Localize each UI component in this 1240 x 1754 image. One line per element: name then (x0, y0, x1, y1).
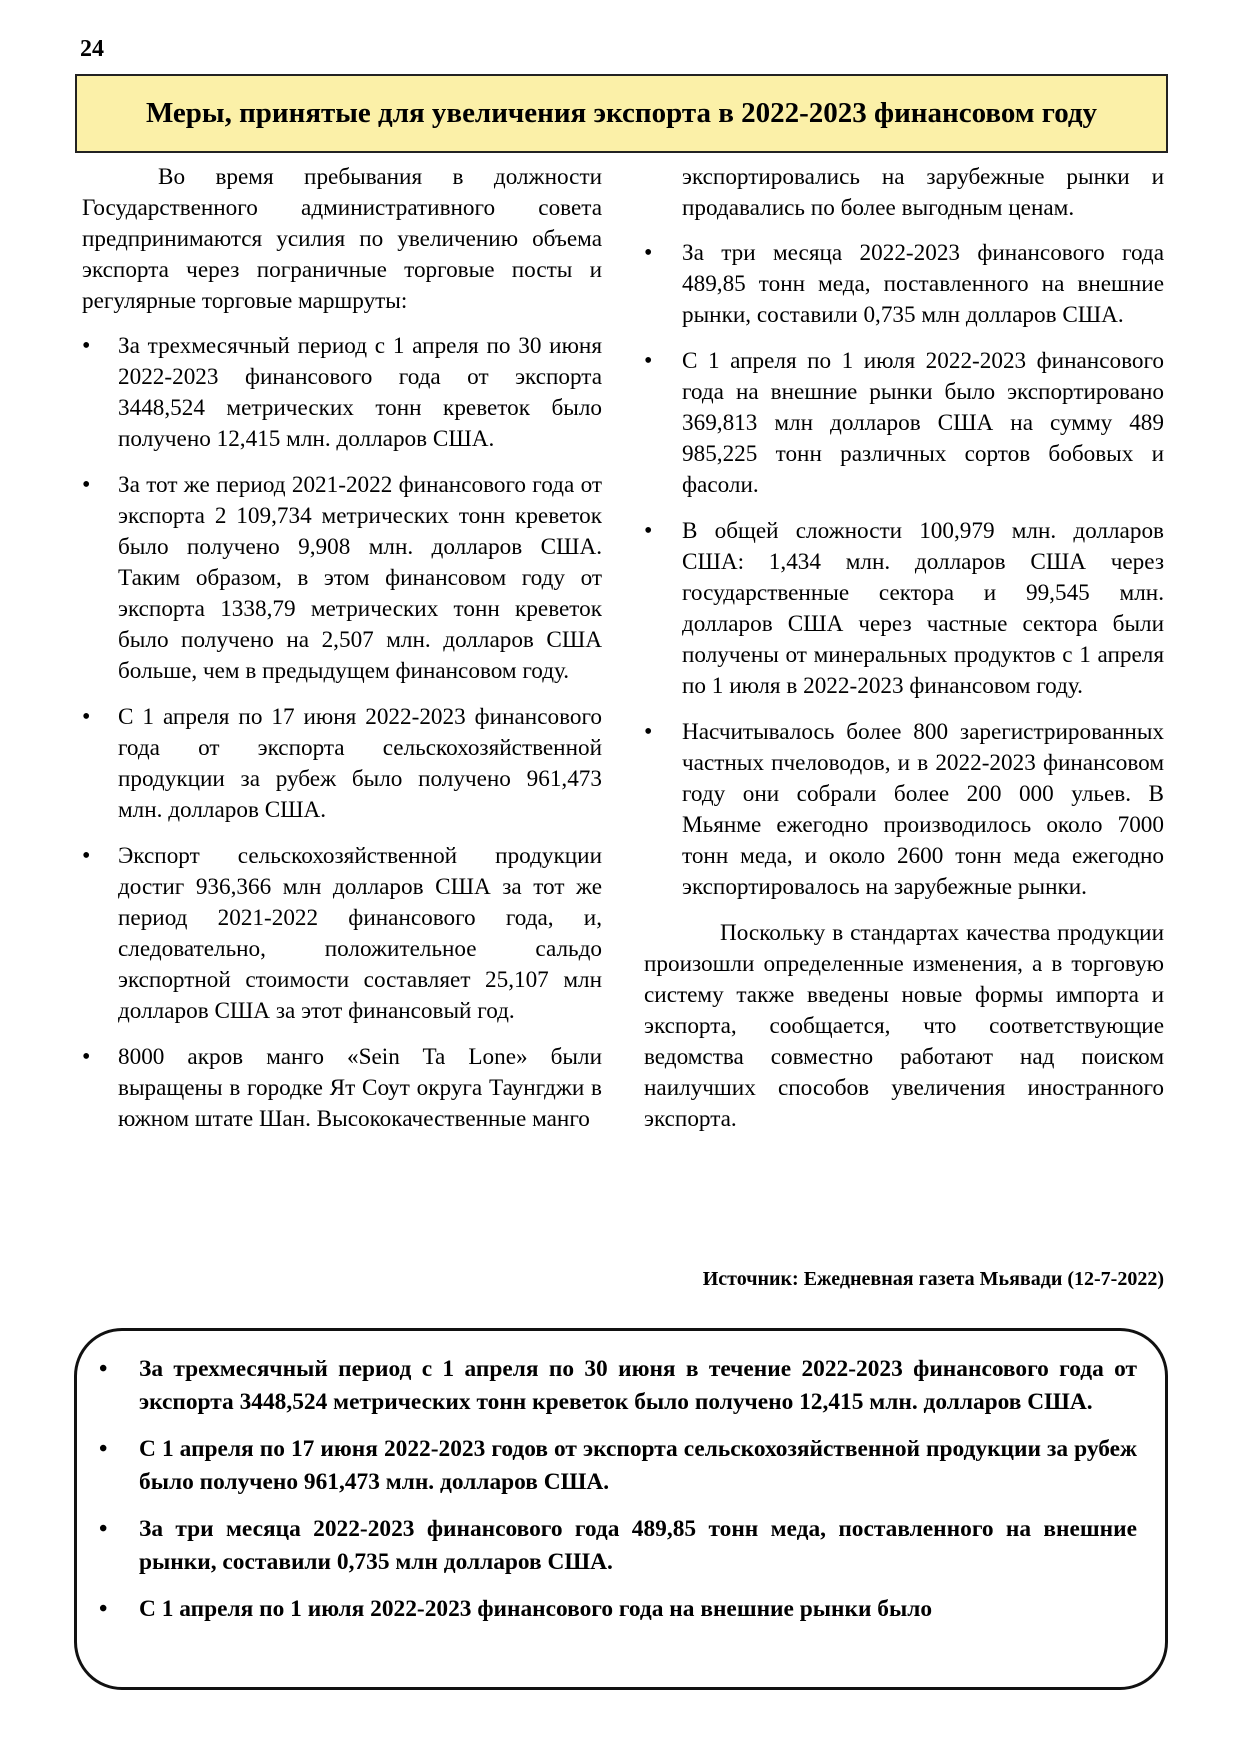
closing-paragraph: Поскольку в стандартах качества продукции произошли определенные изменения, а в торговую систему также введены новые формы импорта и экспорта, сообщается, что соответствующие ведомства совместно работают над поиском наилучших способов увеличения иностранного экспорта. (644, 920, 1164, 1132)
summary-item: • За три месяца 2022-2023 финансового года 489,85 тонн меда, поставленного на внешние рынки, составили 0,735 млн долларов США. (99, 1513, 1137, 1579)
list-item: • За тот же период 2021-2022 финансового года от экспорта 2 109,734 метрических тонн креветок было получено 9,908 млн. долларов США. Таким образом, в этом финансовом году от экспорта 1338,79 метрических тонн креветок было получено на 2,507 млн. долларов США больше, чем в предыдущем финансовом году. (82, 470, 602, 687)
right-column (644, 162, 1164, 1149)
page-number: 24 (80, 36, 104, 62)
list-item: • За три месяца 2022-2023 финансового года 489,85 тонн меда, поставленного на внешние рынки, составили 0,735 млн долларов США. (644, 238, 1164, 331)
list-item: • В общей сложности 100,979 млн. долларов США: 1,434 млн. долларов США через государственные сектора и 99,545 млн. долларов США через частные сектора были получены от минеральных продуктов с 1 апреля по 1 июля в 2022-2023 финансовом году. (644, 516, 1164, 702)
summary-item: • За трехмесячный период с 1 апреля по 30 июня в течение 2022-2023 финансового года от экспорта 3448,524 метрических тонн креветок было получено 12,415 млн. долларов США. (99, 1353, 1137, 1419)
list-item: • Экспорт сельскохозяйственной продукции достиг 936,366 млн долларов США за тот же период 2021-2022 финансового года, и, следовательно, положительное сальдо экспортной стоимости составляет 25,107 млн долларов США за этот финансовый год. (82, 841, 602, 1027)
left-bullet-list (82, 331, 602, 1135)
intro-paragraph: Во время пребывания в должности Государственного административного совета предпринимаются усилия по увеличению объема экспорта через пограничные торговые посты и регулярные торговые маршруты: (82, 164, 602, 314)
summary-bullet-list (77, 1331, 1165, 1626)
list-item: • За трехмесячный период с 1 апреля по 30 июня 2022-2023 финансового года от экспорта 3448,524 метрических тонн креветок было получено 12,415 млн. долларов США. (82, 331, 602, 455)
page-title-box (75, 74, 1168, 153)
page-title: Меры, принятые для увеличения экспорта в 2022-2023 финансовом году (145, 97, 1098, 129)
list-item: • С 1 апреля по 1 июля 2022-2023 финансового года на внешние рынки было экспортировано 369,813 млн долларов США на сумму 489 985,225 тонн различных сортов бобовых и фасоли. (644, 346, 1164, 501)
list-item: • Насчитывалось более 800 зарегистрированных частных пчеловодов, и в 2022-2023 финансовом году они собрали более 200 000 ульев. В Мьянме ежегодно производилось около 7000 тонн меда, и около 2600 тонн меда ежегодно экспортировалось на зарубежные рынки. (644, 717, 1164, 903)
source-citation: Источник: Ежедневная газета Мьявади (12-7-2022) (702, 1268, 1164, 1290)
summary-box (74, 1328, 1168, 1690)
summary-item: • С 1 апреля по 17 июня 2022-2023 годов от экспорта сельскохозяйственной продукции за рубеж было получено 961,473 млн. долларов США. (99, 1433, 1137, 1499)
left-column (82, 162, 602, 1304)
continuation-paragraph: экспортировались на зарубежные рынки и продавались по более выгодным ценам. (682, 164, 1164, 221)
list-item: • 8000 акров манго «Sein Ta Lone» были выращены в городке Ят Соут округа Таунгджи в южном штате Шан. Высококачественные манго (82, 1042, 602, 1135)
right-bullet-list (644, 238, 1164, 903)
summary-item: • С 1 апреля по 1 июля 2022-2023 финансового года на внешние рынки было (99, 1593, 1137, 1626)
list-item: • С 1 апреля по 17 июня 2022-2023 финансового года от экспорта сельскохозяйственной продукции за рубеж было получено 961,473 млн. долларов США. (82, 702, 602, 826)
